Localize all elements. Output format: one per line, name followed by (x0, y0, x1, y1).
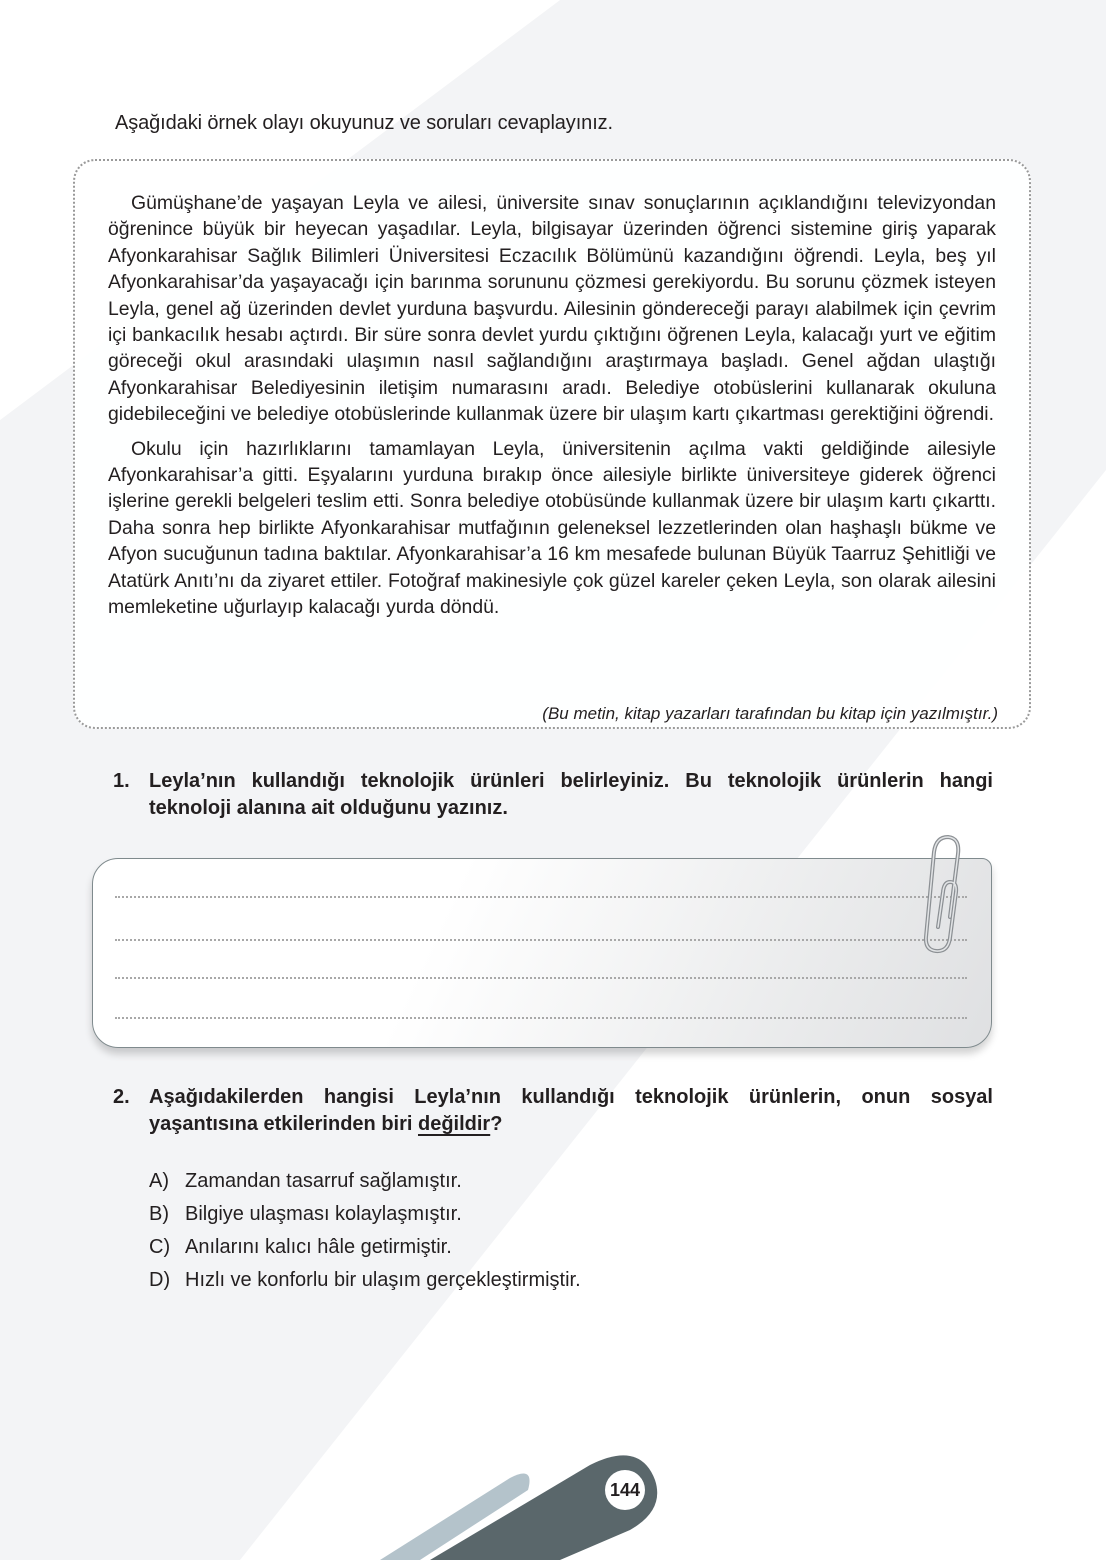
story-paragraph-1: Gümüşhane’de yaşayan Leyla ve ailesi, üniversite sınav sonuçlarının açıklandığını televizyondan öğrenince büyük bir heyecan yaşadılar. Leyla, bilgisayar üzerinden öğrenci sistemine giriş yaparak Afyonkarahisar Sağlık Bilimleri Üniversitesi Eczacılık Bölümünü kazandığını öğrendi. Leyla, beş yıl Afyonkarahisar’da yaşayacağı için barınma sorununu çözmesi gerekiyordu. Bu sorunu çözmek isteyen Leyla, genel ağ üzerinden devlet yurduna başvurdu. Ailesinin göndereceği parayı alabilmek için çevrim içi bankacılık hesabı açtırdı. Bir süre sonra devlet yurdu çıktığını öğrenen Leyla, kalacağı yurt ve eğitim göreceği okul arasındaki ulaşımın nasıl sağlandığını araştırmaya başladı. Genel ağdan ulaştığı Afyonkarahisar Belediyesinin iletişim numarasını aradı. Belediye otobüslerini kullanarak okuluna gidebileceğini ve belediye otobüslerinde kullanmak üzere bir ulaşım kartı çıkartması gerektiğini öğrendi. (108, 192, 996, 426)
question-text: Leyla’nın kullandığı teknolojik ürünleri belirleyiniz. Bu teknolojik ürünlerin hangi teknoloji alanına ait olduğunu yazınız. (149, 770, 993, 819)
option-text: Anılarını kalıcı hâle getirmiştir. (185, 1236, 452, 1258)
option-letter: A) (149, 1170, 169, 1192)
question-mark: ? (490, 1113, 503, 1135)
instruction-text: Aşağıdaki örnek olayı okuyunuz ve soruları cevaplayınız. (115, 112, 614, 134)
option-text: Hızlı ve konforlu bir ulaşım gerçekleştirmiştir. (185, 1269, 581, 1291)
option-d[interactable] (149, 1265, 581, 1298)
story-credit: (Bu metin, kitap yazarları tarafından bu kitap için yazılmıştır.) (542, 704, 998, 723)
option-text: Bilgiye ulaşması kolaylaşmıştır. (185, 1203, 462, 1225)
option-a[interactable] (149, 1166, 581, 1199)
question-1 (113, 768, 993, 822)
option-letter: B) (149, 1203, 169, 1225)
question-number: 1. (113, 770, 130, 792)
option-letter: D) (149, 1269, 171, 1291)
question-2 (113, 1084, 993, 1138)
emphasis-word: değildir (417, 1113, 491, 1135)
option-text: Zamandan tasarruf sağlamıştır. (185, 1170, 462, 1192)
option-letter: C) (149, 1236, 171, 1258)
story-text (108, 190, 996, 629)
answer-options (149, 1166, 581, 1298)
answer-area[interactable] (92, 858, 992, 1048)
question-number: 2. (113, 1086, 130, 1108)
paperclip-icon (920, 832, 970, 957)
answer-line-2[interactable] (115, 939, 967, 941)
question-text (149, 1084, 993, 1138)
answer-line-1[interactable] (115, 896, 967, 898)
story-paragraph-2: Okulu için hazırlıklarını tamamlayan Leyla, üniversitenin açılma vakti geldiğinde ailesiyle Afyonkarahisar’a gitti. Eşyalarını yurduna bırakıp önce ailesiyle birlikte üniversiteye giderek öğrenci işlerine gerekli belgeleri teslim etti. Sonra belediye otobüsünde kullanmak üzere bir ulaşım kartı çıkarttı. Daha sonra hep birlikte Afyonkarahisar mutfağının geleneksel lezzetlerinden olan haşhaşlı bükme ve Afyon sucuğunun tadına baktılar. Afyonkarahisar’a 16 km mesafede bulunan Büyük Taarruz Şehitliği ve Atatürk Anıtı’nı da ziyaret ettiler. Fotoğraf makinesiyle çok güzel kareler çeken Leyla, son olarak ailesini memleketine uğurlayıp kalacağı yurda döndü. (108, 437, 996, 619)
option-b[interactable] (149, 1199, 581, 1232)
option-c[interactable] (149, 1232, 581, 1265)
answer-line-4[interactable] (115, 1017, 967, 1019)
page-number: 144 (605, 1470, 645, 1510)
answer-line-3[interactable] (115, 977, 967, 979)
question-text-main: Aşağıdakilerden hangisi Leyla’nın kullandığı teknolojik ürünlerin, onun sosyal yaşantısına etkilerinden biri (149, 1086, 993, 1135)
